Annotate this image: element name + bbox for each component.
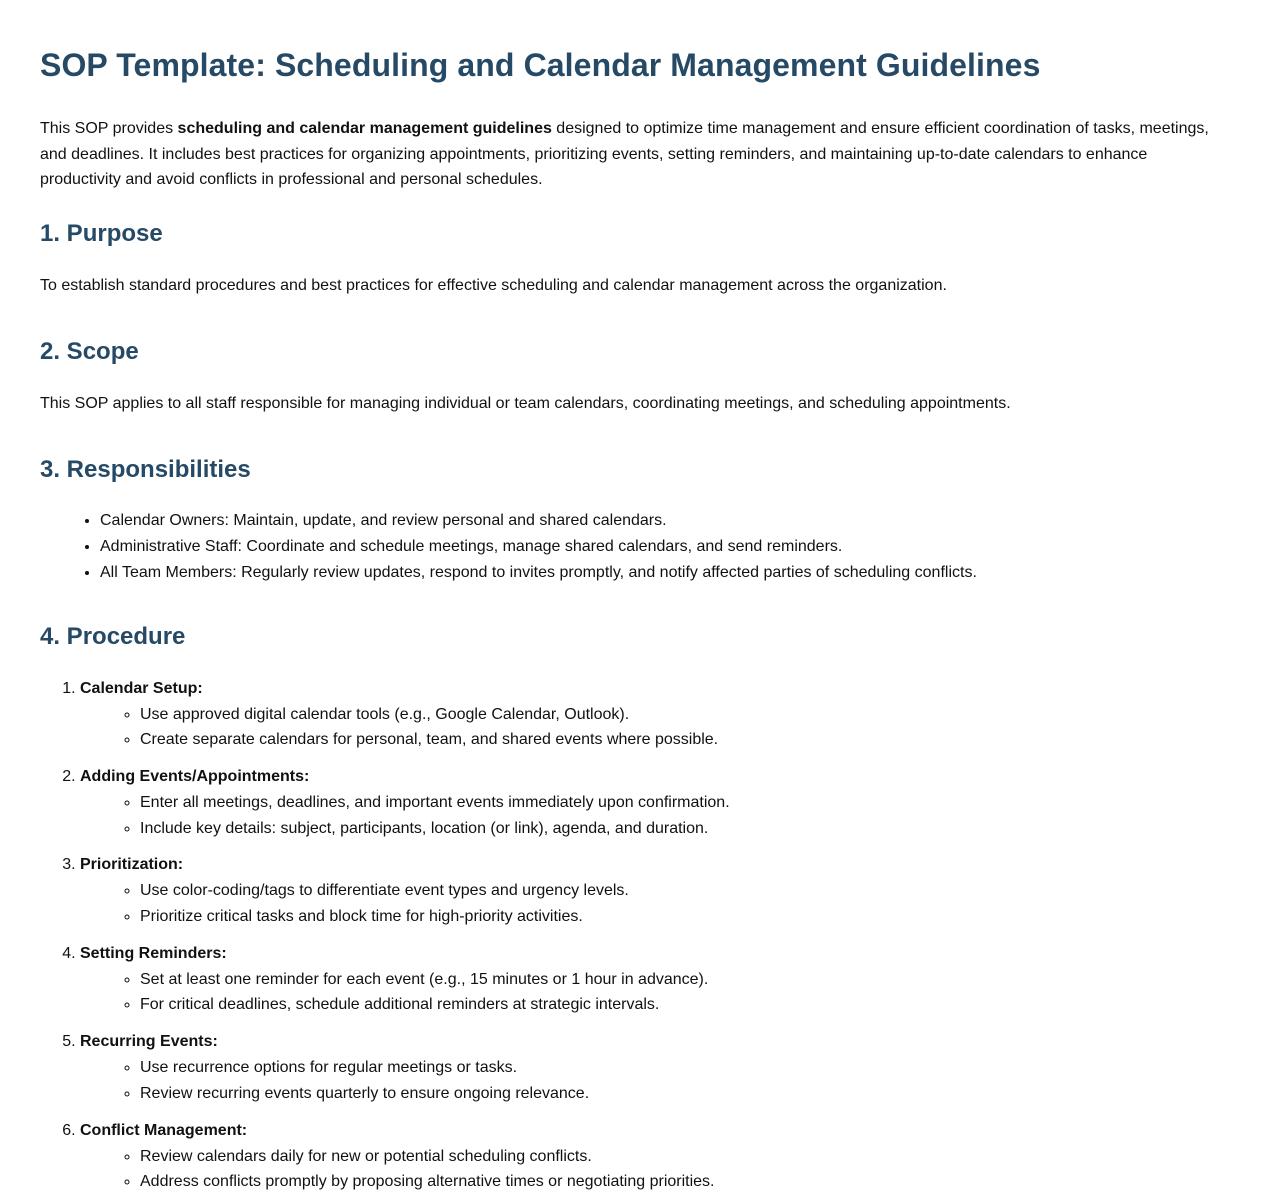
procedure-steps [40, 676, 1223, 1195]
list-item: • Calendar Owners: Maintain, update, and review personal and shared calendars. [100, 508, 1223, 534]
step-title: Recurring Events: [80, 1033, 218, 1051]
procedure-heading: 4. Procedure [40, 622, 186, 650]
procedure-step [80, 1118, 1223, 1195]
step-title: Calendar Setup: [80, 679, 203, 697]
list-item: ◦ Set at least one reminder for each event (e.g., 15 minutes or 1 hour in advance). [140, 967, 1223, 993]
step-items [80, 967, 1223, 1018]
procedure-step [80, 941, 1223, 1018]
intro-prefix: This SOP provides [40, 120, 178, 137]
purpose-heading: 1. Purpose [40, 219, 163, 247]
step-items [80, 702, 1223, 753]
list-item: • All Team Members: Regularly review updates, respond to invites promptly, and notify affected parties of scheduling conflicts. [100, 560, 1223, 586]
list-item: ◦ Prioritize critical tasks and block time for high-priority activities. [140, 904, 1223, 930]
procedure-step [80, 764, 1223, 841]
step-items [80, 790, 1223, 841]
step-title: Setting Reminders: [80, 944, 227, 962]
list-item: ◦ Enter all meetings, deadlines, and important events immediately upon confirmation. [140, 790, 1223, 816]
procedure-step [80, 1029, 1223, 1106]
list-item: ◦ Review recurring events quarterly to ensure ongoing relevance. [140, 1081, 1223, 1107]
list-item: ◦ Address conflicts promptly by proposing alternative times or negotiating priorities. [140, 1169, 1223, 1195]
step-items [80, 1055, 1223, 1106]
list-item: ◦ Use approved digital calendar tools (e.g., Google Calendar, Outlook). [140, 702, 1223, 728]
intro-bold: scheduling and calendar management guidelines [177, 120, 552, 137]
intro-suffix: designed to optimize time management and ensure efficient coordination of tasks, meetings, and deadlines. It includes best practices for organizing appointments, prioritizing events, setting reminders, and maintaining up-to-date calendars to enhance productivity and avoid conflicts in professional and personal schedules. [40, 120, 1209, 188]
procedure-step [80, 852, 1223, 929]
step-title: Conflict Management: [80, 1121, 248, 1139]
list-item: ◦ Use recurrence options for regular meetings or tasks. [140, 1055, 1223, 1081]
scope-heading: 2. Scope [40, 337, 139, 365]
page-title: SOP Template: Scheduling and Calendar Management Guidelines [40, 47, 1041, 83]
purpose-text: To establish standard procedures and best practices for effective scheduling and calendar management across the organization. [40, 276, 947, 294]
list-item: ◦ For critical deadlines, schedule additional reminders at strategic intervals. [140, 992, 1223, 1018]
step-title: Adding Events/Appointments: [80, 767, 310, 785]
list-item: • Administrative Staff: Coordinate and schedule meetings, manage shared calendars, and send reminders. [100, 534, 1223, 560]
responsibilities-heading: 3. Responsibilities [40, 455, 251, 483]
step-items [80, 878, 1223, 929]
intro-paragraph [40, 116, 1220, 193]
list-item: ◦ Include key details: subject, participants, location (or link), agenda, and duration. [140, 816, 1223, 842]
list-item: ◦ Review calendars daily for new or potential scheduling conflicts. [140, 1144, 1223, 1170]
step-items [80, 1144, 1223, 1195]
responsibilities-list [40, 508, 1223, 586]
scope-text: This SOP applies to all staff responsible for managing individual or team calendars, coordinating meetings, and scheduling appointments. [40, 394, 1011, 412]
step-title: Prioritization: [80, 856, 184, 874]
list-item: ◦ Create separate calendars for personal, team, and shared events where possible. [140, 727, 1223, 753]
list-item: ◦ Use color-coding/tags to differentiate event types and urgency levels. [140, 878, 1223, 904]
procedure-step [80, 676, 1223, 753]
